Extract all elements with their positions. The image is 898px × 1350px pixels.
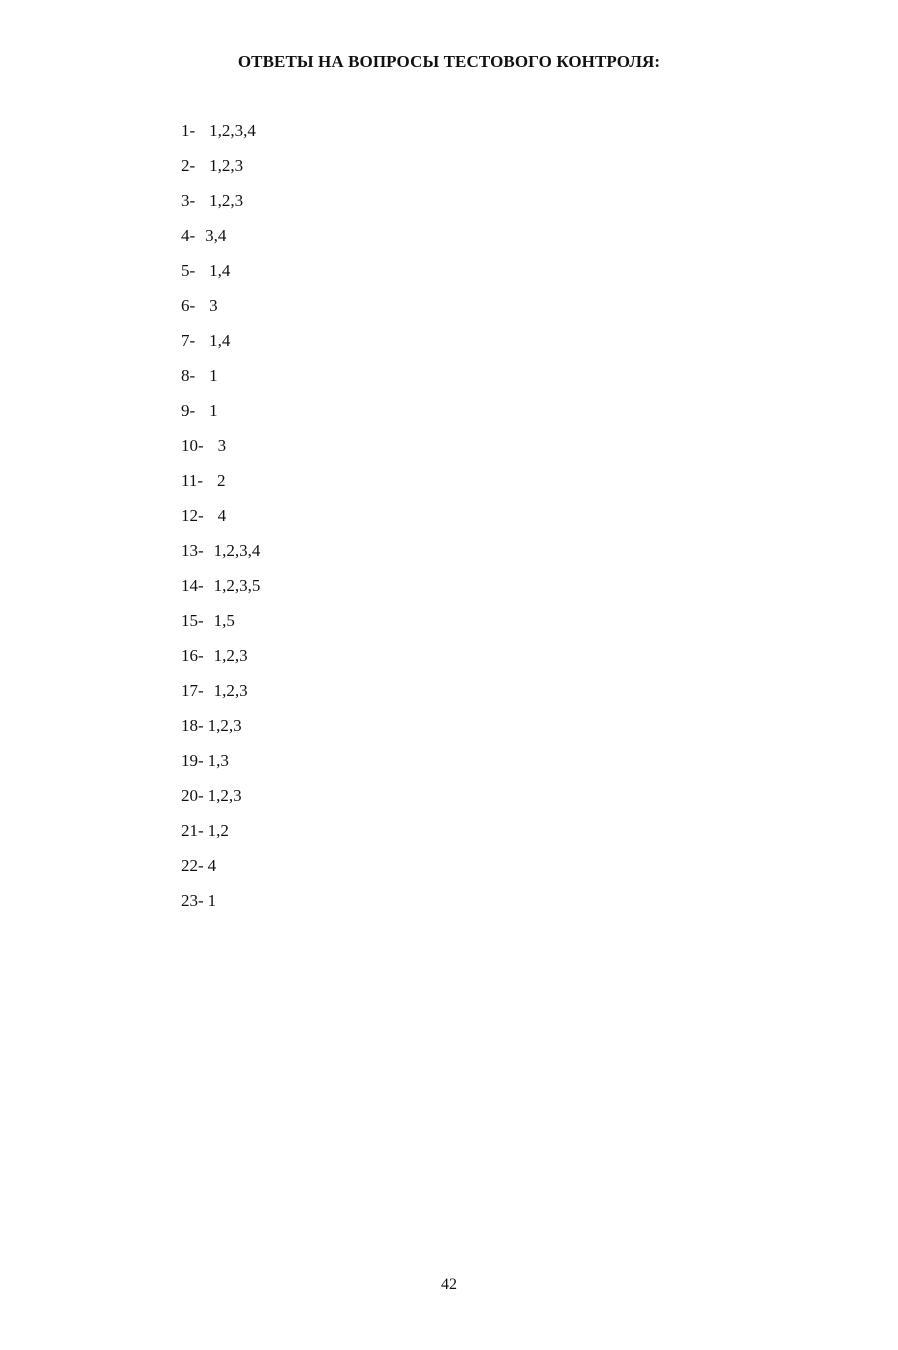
answer-number: 3- <box>181 191 196 210</box>
list-item <box>181 120 260 155</box>
answer-value: 1,2,3 <box>209 191 244 210</box>
answer-value: 1,2,3,4 <box>209 121 256 140</box>
list-item <box>181 155 260 190</box>
answer-number: 22- <box>181 856 204 875</box>
list-item <box>181 610 260 645</box>
answer-number: 19- <box>181 751 204 770</box>
list-item <box>181 330 260 365</box>
list-item <box>181 260 260 295</box>
answer-value: 1,2,3 <box>207 786 242 805</box>
answer-number: 14- <box>181 576 204 595</box>
answer-number: 6- <box>181 296 196 315</box>
list-item <box>181 855 260 890</box>
answer-number: 23- <box>181 891 204 910</box>
list-item <box>181 575 260 610</box>
list-item <box>181 785 260 820</box>
list-item <box>181 540 260 575</box>
list-item <box>181 295 260 330</box>
answer-number: 7- <box>181 331 196 350</box>
answer-number: 12- <box>181 506 204 525</box>
answer-value: 1,2,3 <box>207 716 242 735</box>
list-item <box>181 400 260 435</box>
answer-number: 1- <box>181 121 196 140</box>
answer-value: 1 <box>209 366 218 385</box>
list-item <box>181 190 260 225</box>
answer-number: 9- <box>181 401 196 420</box>
answer-value: 1,5 <box>213 611 235 630</box>
answer-value: 4 <box>207 856 217 875</box>
answer-value: 2 <box>217 471 226 490</box>
list-item <box>181 225 260 260</box>
answer-number: 16- <box>181 646 204 665</box>
answer-value: 3 <box>217 436 227 455</box>
page-number: 42 <box>441 1276 457 1293</box>
answer-value: 1 <box>209 401 218 420</box>
answer-number: 5- <box>181 261 196 280</box>
answer-number: 18- <box>181 716 204 735</box>
answer-number: 20- <box>181 786 204 805</box>
list-item <box>181 750 260 785</box>
list-item <box>181 505 260 540</box>
answer-value: 3 <box>209 296 218 315</box>
answer-value: 1,2,3 <box>213 681 248 700</box>
answer-value: 3,4 <box>205 226 227 245</box>
list-item <box>181 820 260 855</box>
list-item <box>181 715 260 750</box>
answer-number: 11- <box>181 471 204 490</box>
answer-value: 1,2,3,5 <box>213 576 261 595</box>
list-item <box>181 365 260 400</box>
answer-value: 1,2,3 <box>213 646 248 665</box>
list-item <box>181 680 260 715</box>
list-item <box>181 890 260 925</box>
answer-number: 4- <box>181 226 196 245</box>
answer-value: 1,3 <box>207 751 229 770</box>
answer-number: 10- <box>181 436 204 455</box>
answer-value: 1,4 <box>209 261 231 280</box>
list-item <box>181 435 260 470</box>
answer-value: 1,2,3,4 <box>213 541 261 560</box>
answer-value: 1,2,3 <box>209 156 244 175</box>
answer-value: 1 <box>207 891 217 910</box>
answer-value: 1,4 <box>209 331 231 350</box>
answer-value: 4 <box>217 506 227 525</box>
answer-number: 17- <box>181 681 204 700</box>
list-item <box>181 470 260 505</box>
answer-number: 13- <box>181 541 204 560</box>
answer-number: 15- <box>181 611 204 630</box>
answer-number: 21- <box>181 821 204 840</box>
answer-number: 8- <box>181 366 196 385</box>
answers-list <box>181 120 260 925</box>
list-item <box>181 645 260 680</box>
answer-number: 2- <box>181 156 196 175</box>
page-title: ОТВЕТЫ НА ВОПРОСЫ ТЕСТОВОГО КОНТРОЛЯ: <box>237 52 661 71</box>
answer-value: 1,2 <box>207 821 229 840</box>
